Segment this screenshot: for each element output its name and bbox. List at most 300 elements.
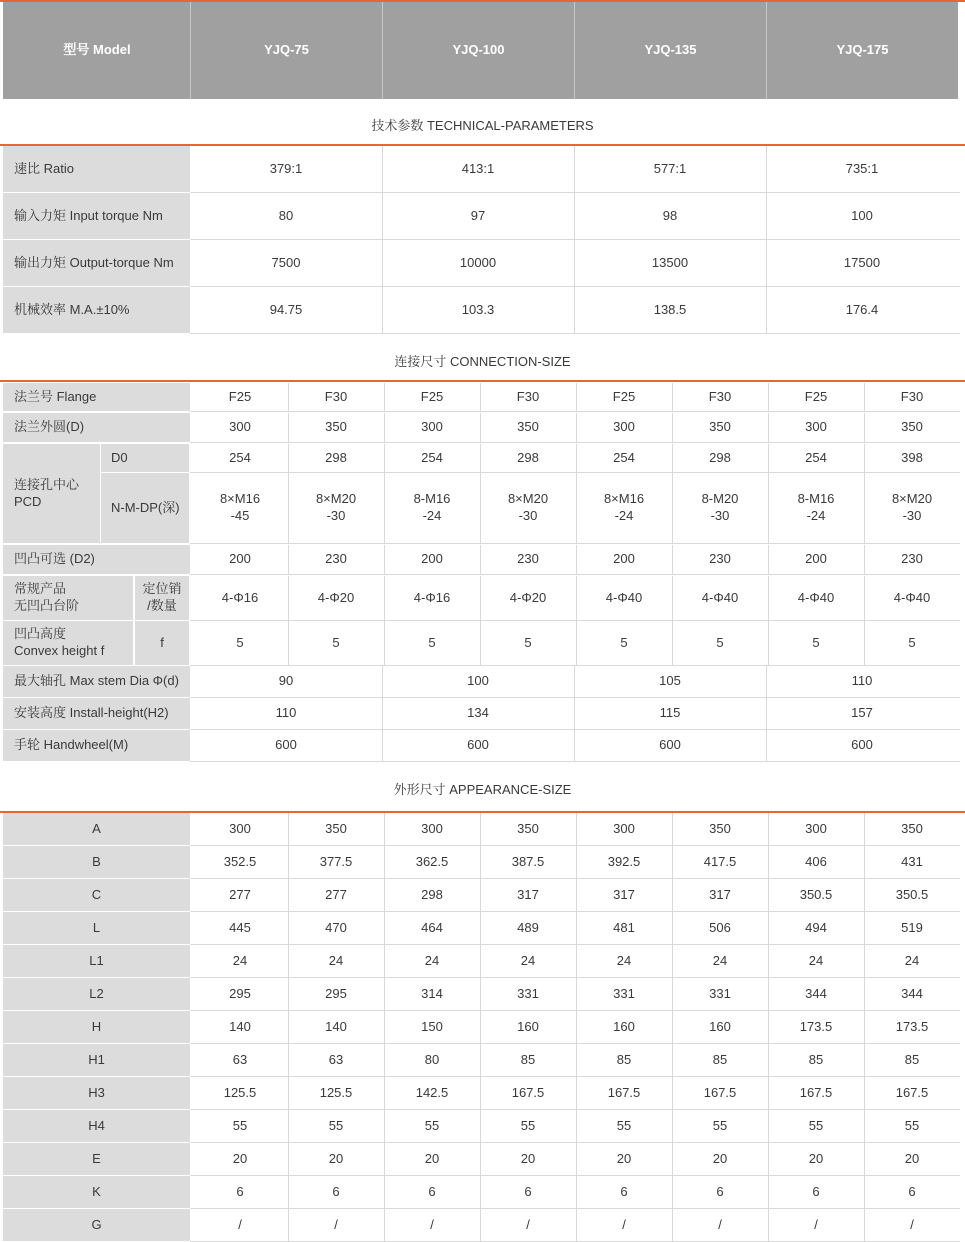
connection-value: 4-Φ20 <box>509 589 547 605</box>
appearance-value: 24 <box>616 952 632 968</box>
column-divider <box>766 698 767 729</box>
connection-value: 200 <box>421 551 443 567</box>
flange-label: 法兰号 Flange <box>3 383 190 411</box>
appearance-value: 350 <box>325 820 347 836</box>
column-divider <box>382 240 383 286</box>
appearance-value: / <box>238 1216 242 1232</box>
appearance-value: 63 <box>328 1051 344 1067</box>
appearance-value: 300 <box>805 820 827 836</box>
tech-value: 80 <box>278 207 294 223</box>
tech-value: 98 <box>662 207 678 223</box>
column-divider <box>480 912 481 944</box>
appearance-value: 506 <box>709 919 731 935</box>
appearance-value: 470 <box>325 919 347 935</box>
appearance-value: / <box>334 1216 338 1232</box>
connection-value: 90 <box>278 673 294 689</box>
column-divider <box>574 146 575 192</box>
appearance-value: 160 <box>709 1018 731 1034</box>
appearance-value: 6 <box>620 1183 628 1199</box>
row-divider <box>190 574 960 575</box>
column-divider <box>576 545 577 574</box>
connection-value: 350 <box>901 419 923 435</box>
column-divider <box>384 1077 385 1109</box>
appearance-row-label: H1 <box>3 1044 190 1076</box>
column-divider <box>288 413 289 442</box>
tech-value: 735:1 <box>845 160 879 176</box>
appearance-value: 377.5 <box>319 853 353 869</box>
column-divider <box>384 813 385 845</box>
tech-value: 7500 <box>271 254 301 270</box>
column-divider <box>384 621 385 665</box>
connection-value: 300 <box>421 419 443 435</box>
appearance-value: 125.5 <box>223 1084 257 1100</box>
column-divider <box>672 1209 673 1241</box>
column-divider <box>382 287 383 333</box>
column-divider <box>574 698 575 729</box>
tech-value: 176.4 <box>845 301 879 317</box>
connection-value: F25 <box>612 388 636 404</box>
appearance-value: / <box>718 1216 722 1232</box>
model-header-2: YJQ-100 <box>383 2 574 99</box>
column-divider <box>768 1176 769 1208</box>
connection-value: 8×M16 -45 <box>219 491 261 523</box>
column-divider <box>288 1176 289 1208</box>
column-divider <box>288 621 289 665</box>
column-divider <box>672 1143 673 1175</box>
connection-value: F30 <box>516 388 540 404</box>
column-divider <box>384 413 385 442</box>
column-divider <box>576 444 577 472</box>
column-divider <box>768 879 769 911</box>
appearance-value: 6 <box>332 1183 340 1199</box>
appearance-value: 24 <box>520 952 536 968</box>
appearance-value: 392.5 <box>607 853 641 869</box>
connection-value: F25 <box>420 388 444 404</box>
column-divider <box>288 1209 289 1241</box>
connection-value: 200 <box>229 551 251 567</box>
appearance-value: 150 <box>421 1018 443 1034</box>
connection-value: 398 <box>901 449 923 465</box>
connection-value: 8-M16 -24 <box>797 491 835 523</box>
tech-value: 413:1 <box>461 160 495 176</box>
appearance-value: 431 <box>901 853 923 869</box>
column-divider <box>288 444 289 472</box>
connection-value: 157 <box>851 705 873 721</box>
appearance-value: 85 <box>904 1051 920 1067</box>
appearance-row-label: K <box>3 1176 190 1208</box>
column-divider <box>768 444 769 472</box>
model-header-4: YJQ-175 <box>767 2 958 99</box>
column-divider <box>768 1011 769 1043</box>
d2-label: 凹凸可选 (D2) <box>3 545 190 574</box>
column-divider <box>864 1011 865 1043</box>
column-divider <box>384 1176 385 1208</box>
column-divider <box>672 545 673 574</box>
column-divider <box>576 813 577 845</box>
appearance-value: 317 <box>709 886 731 902</box>
appearance-value: 350.5 <box>895 886 929 902</box>
tech-value: 138.5 <box>653 301 687 317</box>
column-divider <box>672 1044 673 1076</box>
column-divider <box>480 879 481 911</box>
column-divider <box>384 1143 385 1175</box>
appearance-value: 140 <box>325 1018 347 1034</box>
appearance-value: 6 <box>812 1183 820 1199</box>
column-divider <box>382 146 383 192</box>
appearance-value: 167.5 <box>511 1084 545 1100</box>
appearance-row-label: E <box>3 1143 190 1175</box>
appearance-value: 167.5 <box>607 1084 641 1100</box>
column-divider <box>766 146 767 192</box>
column-divider <box>288 945 289 977</box>
appearance-value: 125.5 <box>319 1084 353 1100</box>
header-divider <box>766 2 767 99</box>
column-divider <box>384 444 385 472</box>
appearance-value: 55 <box>232 1117 248 1133</box>
appearance-row-label: H <box>3 1011 190 1043</box>
appearance-row-label: G <box>3 1209 190 1241</box>
appearance-value: 55 <box>520 1117 536 1133</box>
tech-value: 94.75 <box>269 301 303 317</box>
appearance-value: 24 <box>328 952 344 968</box>
handwheel-label: 手轮 Handwheel(M) <box>3 730 190 761</box>
column-divider <box>288 576 289 620</box>
column-divider <box>288 846 289 878</box>
appearance-value: 314 <box>421 985 443 1001</box>
appearance-value: 387.5 <box>511 853 545 869</box>
outer-diameter-label: 法兰外圆(D) <box>3 413 190 442</box>
appearance-value: 55 <box>712 1117 728 1133</box>
column-divider <box>576 1077 577 1109</box>
connection-value: 254 <box>421 449 443 465</box>
column-divider <box>768 1077 769 1109</box>
column-divider <box>768 473 769 543</box>
connection-value: F30 <box>324 388 348 404</box>
column-divider <box>768 1044 769 1076</box>
column-divider <box>672 413 673 442</box>
column-divider <box>864 1044 865 1076</box>
column-divider <box>384 473 385 543</box>
column-divider <box>576 945 577 977</box>
appearance-value: 277 <box>325 886 347 902</box>
column-divider <box>576 1143 577 1175</box>
column-divider <box>672 813 673 845</box>
column-divider <box>480 383 481 411</box>
column-divider <box>864 1077 865 1109</box>
appearance-value: 331 <box>517 985 539 1001</box>
column-divider <box>480 978 481 1010</box>
column-divider <box>384 912 385 944</box>
column-divider <box>576 1044 577 1076</box>
column-divider <box>576 413 577 442</box>
appearance-value: 417.5 <box>703 853 737 869</box>
column-divider <box>672 1077 673 1109</box>
connection-value: 200 <box>613 551 635 567</box>
column-divider <box>672 1176 673 1208</box>
appearance-value: 20 <box>232 1150 248 1166</box>
appearance-value: 6 <box>716 1183 724 1199</box>
column-divider <box>576 473 577 543</box>
column-divider <box>480 1077 481 1109</box>
connection-value: 600 <box>659 737 681 753</box>
column-divider <box>576 912 577 944</box>
appearance-value: / <box>622 1216 626 1232</box>
locating-pin-label: 定位销 /数量 <box>135 576 189 620</box>
connection-value: F30 <box>900 388 924 404</box>
connection-value: 5 <box>908 634 916 650</box>
appearance-value: 494 <box>805 919 827 935</box>
row-divider <box>190 333 960 334</box>
column-divider <box>480 1110 481 1142</box>
install-height-label: 安装高度 Install-height(H2) <box>3 698 190 729</box>
column-divider <box>574 240 575 286</box>
column-divider <box>576 1011 577 1043</box>
convex-f-label: f <box>135 621 189 665</box>
column-divider <box>480 444 481 472</box>
appearance-value: 24 <box>904 952 920 968</box>
column-divider <box>864 912 865 944</box>
column-divider <box>384 846 385 878</box>
connection-value: 8×M16 -24 <box>603 491 645 523</box>
column-divider <box>382 698 383 729</box>
column-divider <box>480 576 481 620</box>
connection-value: 8-M20 -30 <box>701 491 739 523</box>
column-divider <box>768 383 769 411</box>
column-divider <box>576 1110 577 1142</box>
connection-value: 300 <box>229 419 251 435</box>
row-divider <box>190 442 960 443</box>
connection-value: 350 <box>709 419 731 435</box>
connection-value: 5 <box>716 634 724 650</box>
appearance-value: 277 <box>229 886 251 902</box>
column-divider <box>864 545 865 574</box>
column-divider <box>480 1143 481 1175</box>
tech-row-label: 输出力矩 Output-torque Nm <box>3 240 190 286</box>
appearance-value: / <box>814 1216 818 1232</box>
column-divider <box>382 730 383 761</box>
appearance-value: 160 <box>613 1018 635 1034</box>
column-divider <box>766 193 767 239</box>
appearance-value: 317 <box>613 886 635 902</box>
appearance-value: 295 <box>229 985 251 1001</box>
appearance-value: 24 <box>712 952 728 968</box>
column-divider <box>864 813 865 845</box>
column-divider <box>766 287 767 333</box>
connection-value: 4-Φ40 <box>701 589 739 605</box>
appearance-value: 173.5 <box>895 1018 929 1034</box>
column-divider <box>864 945 865 977</box>
connection-value: 298 <box>517 449 539 465</box>
connection-value: F30 <box>708 388 732 404</box>
appearance-row-label: H3 <box>3 1077 190 1109</box>
column-divider <box>288 1077 289 1109</box>
column-divider <box>864 1110 865 1142</box>
column-divider <box>864 413 865 442</box>
appearance-section-title: 外形尺寸 APPEARANCE-SIZE <box>393 782 572 797</box>
appearance-value: 55 <box>616 1117 632 1133</box>
column-divider <box>480 621 481 665</box>
connection-value: 5 <box>332 634 340 650</box>
column-divider <box>288 1143 289 1175</box>
column-divider <box>288 912 289 944</box>
column-divider <box>480 1044 481 1076</box>
connection-value: F25 <box>228 388 252 404</box>
appearance-value: 350.5 <box>799 886 833 902</box>
column-divider <box>576 879 577 911</box>
connection-value: 300 <box>805 419 827 435</box>
column-divider <box>576 846 577 878</box>
connection-value: 254 <box>805 449 827 465</box>
connection-value: 300 <box>613 419 635 435</box>
column-divider <box>576 621 577 665</box>
connection-value: 5 <box>524 634 532 650</box>
model-header-1: YJQ-75 <box>191 2 382 99</box>
appearance-value: 406 <box>805 853 827 869</box>
appearance-value: 6 <box>236 1183 244 1199</box>
max-stem-label: 最大轴孔 Max stem Dia Φ(d) <box>3 666 190 697</box>
column-divider <box>672 846 673 878</box>
tech-value: 379:1 <box>269 160 303 176</box>
column-divider <box>864 978 865 1010</box>
column-divider <box>768 1143 769 1175</box>
column-divider <box>672 1011 673 1043</box>
column-divider <box>768 846 769 878</box>
appearance-value: 519 <box>901 919 923 935</box>
appearance-value: 24 <box>808 952 824 968</box>
connection-value: 230 <box>901 551 923 567</box>
tech-value: 100 <box>851 207 873 223</box>
row-divider <box>190 543 960 544</box>
connection-value: 134 <box>467 705 489 721</box>
d0-label: D0 <box>101 444 189 472</box>
column-divider <box>864 383 865 411</box>
appearance-value: / <box>526 1216 530 1232</box>
appearance-value: 352.5 <box>223 853 257 869</box>
column-divider <box>384 1110 385 1142</box>
appearance-value: 55 <box>904 1117 920 1133</box>
pcd-label: 连接孔中心 PCD <box>3 444 100 543</box>
column-divider <box>384 576 385 620</box>
column-divider <box>672 945 673 977</box>
column-divider <box>768 413 769 442</box>
column-divider <box>480 545 481 574</box>
appearance-value: 344 <box>901 985 923 1001</box>
appearance-value: 445 <box>229 919 251 935</box>
column-divider <box>574 730 575 761</box>
appearance-value: 350 <box>709 820 731 836</box>
appearance-value: 167.5 <box>703 1084 737 1100</box>
column-divider <box>864 576 865 620</box>
column-divider <box>288 1110 289 1142</box>
appearance-value: 331 <box>709 985 731 1001</box>
column-divider <box>480 1209 481 1241</box>
column-divider <box>864 879 865 911</box>
column-divider <box>384 1011 385 1043</box>
connection-value: 5 <box>620 634 628 650</box>
appearance-value: 300 <box>229 820 251 836</box>
connection-value: F25 <box>804 388 828 404</box>
connection-value: 5 <box>428 634 436 650</box>
column-divider <box>288 1044 289 1076</box>
connection-value: 8×M20 -30 <box>891 491 933 523</box>
appearance-value: 6 <box>524 1183 532 1199</box>
column-divider <box>576 383 577 411</box>
appearance-value: 20 <box>520 1150 536 1166</box>
column-divider <box>768 621 769 665</box>
column-divider <box>288 473 289 543</box>
appearance-value: 55 <box>808 1117 824 1133</box>
connection-value: 600 <box>467 737 489 753</box>
tech-row-label: 机械效率 M.A.±10% <box>3 287 190 333</box>
header-divider <box>574 2 575 99</box>
appearance-row-label: H4 <box>3 1110 190 1142</box>
connection-value: 350 <box>517 419 539 435</box>
column-divider <box>384 545 385 574</box>
appearance-value: 331 <box>613 985 635 1001</box>
appearance-row-label: L <box>3 912 190 944</box>
appearance-row-label: L1 <box>3 945 190 977</box>
column-divider <box>864 846 865 878</box>
column-divider <box>288 545 289 574</box>
connection-value: 5 <box>236 634 244 650</box>
connection-value: 298 <box>709 449 731 465</box>
column-divider <box>768 978 769 1010</box>
appearance-value: 20 <box>808 1150 824 1166</box>
column-divider <box>288 813 289 845</box>
column-divider <box>574 666 575 697</box>
column-divider <box>864 1176 865 1208</box>
column-divider <box>574 287 575 333</box>
header-divider <box>190 2 191 99</box>
appearance-value: / <box>430 1216 434 1232</box>
header-divider <box>382 2 383 99</box>
column-divider <box>382 193 383 239</box>
column-divider <box>768 545 769 574</box>
connection-value: 230 <box>325 551 347 567</box>
column-divider <box>382 666 383 697</box>
column-divider <box>766 730 767 761</box>
appearance-value: 55 <box>328 1117 344 1133</box>
connection-value: 298 <box>325 449 347 465</box>
connection-value: 100 <box>467 673 489 689</box>
column-divider <box>672 621 673 665</box>
appearance-row-label: C <box>3 879 190 911</box>
column-divider <box>384 879 385 911</box>
connection-value: 8×M20 -30 <box>315 491 357 523</box>
connection-value: 4-Φ16 <box>413 589 451 605</box>
column-divider <box>864 444 865 472</box>
appearance-value: 464 <box>421 919 443 935</box>
section-accent-line <box>0 380 965 382</box>
row-divider <box>190 411 960 412</box>
model-header-label: 型号 Model <box>3 2 191 99</box>
connection-value: 4-Φ40 <box>797 589 835 605</box>
appearance-value: 295 <box>325 985 347 1001</box>
appearance-value: 167.5 <box>895 1084 929 1100</box>
column-divider <box>480 813 481 845</box>
appearance-row-label: A <box>3 813 190 845</box>
appearance-value: 362.5 <box>415 853 449 869</box>
column-divider <box>384 978 385 1010</box>
appearance-value: 167.5 <box>799 1084 833 1100</box>
appearance-value: 140 <box>229 1018 251 1034</box>
connection-value: 8-M16 -24 <box>413 491 451 523</box>
appearance-row-label: B <box>3 846 190 878</box>
appearance-value: 24 <box>232 952 248 968</box>
column-divider <box>864 621 865 665</box>
appearance-value: 350 <box>517 820 539 836</box>
column-divider <box>672 576 673 620</box>
